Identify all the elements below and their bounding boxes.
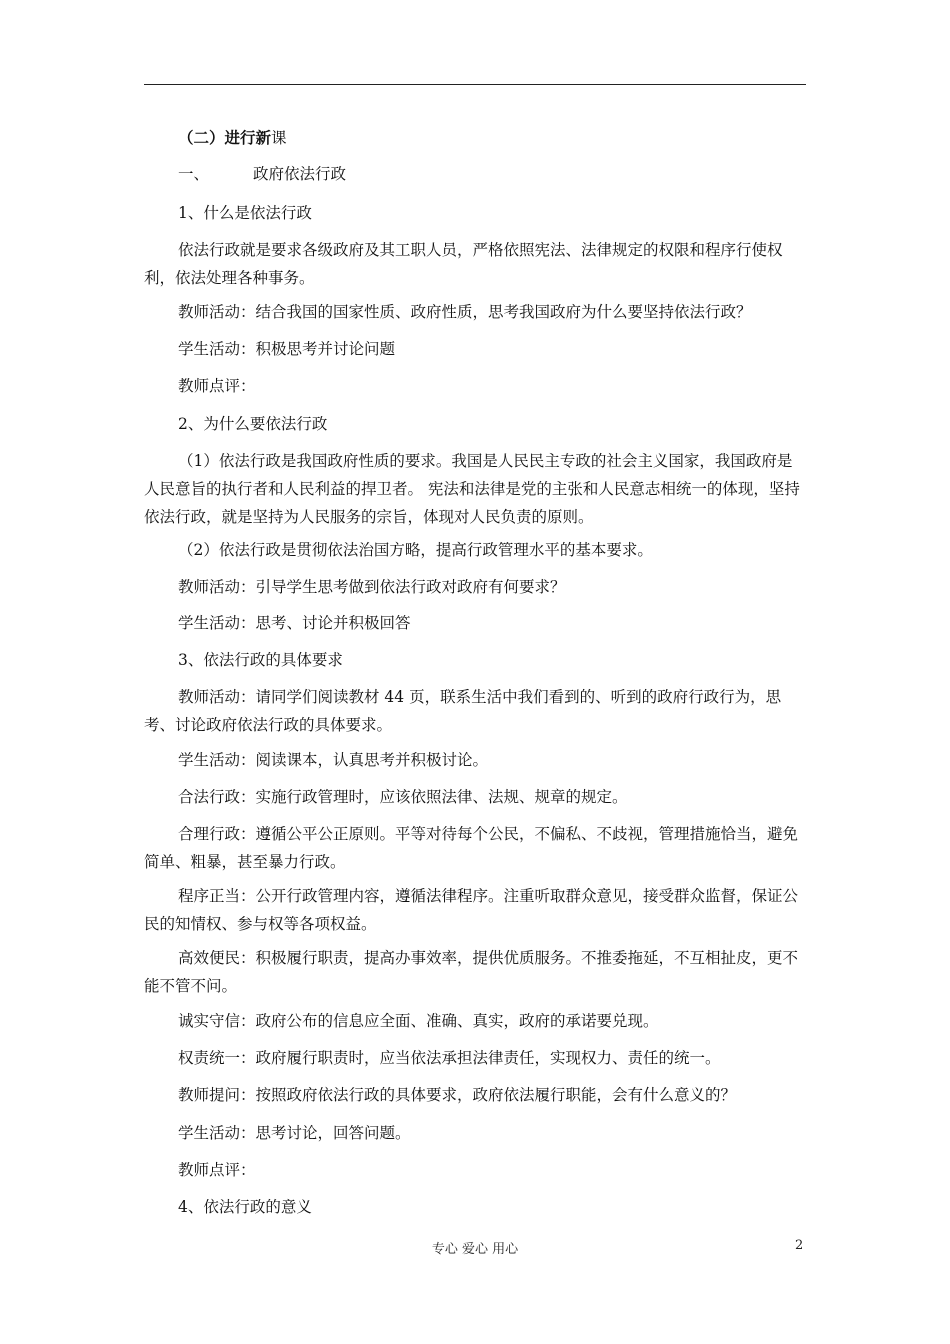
page-number: 2	[795, 1238, 804, 1253]
heading-part-one	[178, 160, 346, 188]
paragraph-definition: 依法行政就是要求各级政府及其工职人员，严格依照宪法、法律规定的权限和程序行使权利，依法处理各种事务。	[144, 241, 783, 287]
subheading-1: 1、什么是依法行政	[178, 204, 312, 222]
header-rule	[144, 84, 806, 85]
paragraph-requirement-reasonable: 合理行政：遵循公平公正原则。平等对待每个公民，不偏私、不歧视，管理措施恰当，避免简单、粗暴，甚至暴力行政。	[144, 825, 799, 871]
page-footer: 专心 爱心 用心	[431, 1242, 519, 1257]
paragraph-student-activity-3: 学生活动：阅读课本，认真思考并积极讨论。	[178, 751, 489, 769]
paragraph-requirement-responsibility: 权责统一：政府履行职责时，应当依法承担法律责任，实现权力、责任的统一。	[178, 1049, 721, 1067]
subheading-3: 3、依法行政的具体要求	[178, 651, 343, 669]
paragraph-requirement-honest: 诚实守信：政府公布的信息应全面、准确、真实，政府的承诺要兑现。	[178, 1012, 659, 1030]
section-heading-bold: （二）进行新	[178, 128, 272, 147]
paragraph-reason-2: （2）依法行政是贯彻依法治国方略，提高行政管理水平的基本要求。	[178, 541, 653, 559]
section-heading-rest: 课	[271, 129, 287, 147]
heading-part-one-number: 一、	[178, 165, 210, 183]
paragraph-student-activity-1: 学生活动：积极思考并讨论问题	[178, 340, 396, 358]
paragraph-student-activity-4: 学生活动：思考讨论，回答问题。	[178, 1124, 411, 1142]
subheading-4: 4、依法行政的意义	[178, 1198, 312, 1216]
paragraph-student-activity-2: 学生活动：思考、讨论并积极回答	[178, 614, 411, 632]
section-heading	[178, 124, 287, 152]
paragraph-teacher-activity-3: 教师活动：请同学们阅读教材 44 页，联系生活中我们看到的、听到的政府行政行为，思考、讨论政府依法行政的具体要求。	[144, 688, 782, 734]
paragraph-teacher-activity-1: 教师活动：结合我国的国家性质、政府性质，思考我国政府为什么要坚持依法行政？	[178, 303, 752, 321]
heading-part-one-title: 政府依法行政	[253, 165, 347, 183]
paragraph-reason-1: （1）依法行政是我国政府性质的要求。我国是人民民主专政的社会主义国家，我国政府是人民意旨的执行者和人民利益的捍卫者。 宪法和法律是党的主张和人民意志相统一的体现，坚持依法行政，就是坚持为人民服务的宗旨，体现对人民负责的原则。	[144, 452, 800, 526]
paragraph-requirement-procedure: 程序正当：公开行政管理内容，遵循法律程序。注重听取群众意见，接受群众监督，保证公民的知情权、参与权等各项权益。	[144, 887, 799, 933]
paragraph-teacher-question: 教师提问：按照政府依法行政的具体要求，政府依法履行职能，会有什么意义的？	[178, 1086, 737, 1104]
paragraph-requirement-efficient: 高效便民：积极履行职责，提高办事效率，提供优质服务。不推委拖延，不互相扯皮，更不能不管不问。	[144, 949, 799, 995]
paragraph-teacher-comment-1: 教师点评：	[178, 377, 256, 395]
subheading-2: 2、为什么要依法行政	[178, 415, 328, 433]
paragraph-teacher-activity-2: 教师活动：引导学生思考做到依法行政对政府有何要求？	[178, 578, 566, 596]
paragraph-teacher-comment-2: 教师点评：	[178, 1161, 256, 1179]
paragraph-requirement-legal: 合法行政：实施行政管理时，应该依照法律、法规、规章的规定。	[178, 788, 628, 806]
